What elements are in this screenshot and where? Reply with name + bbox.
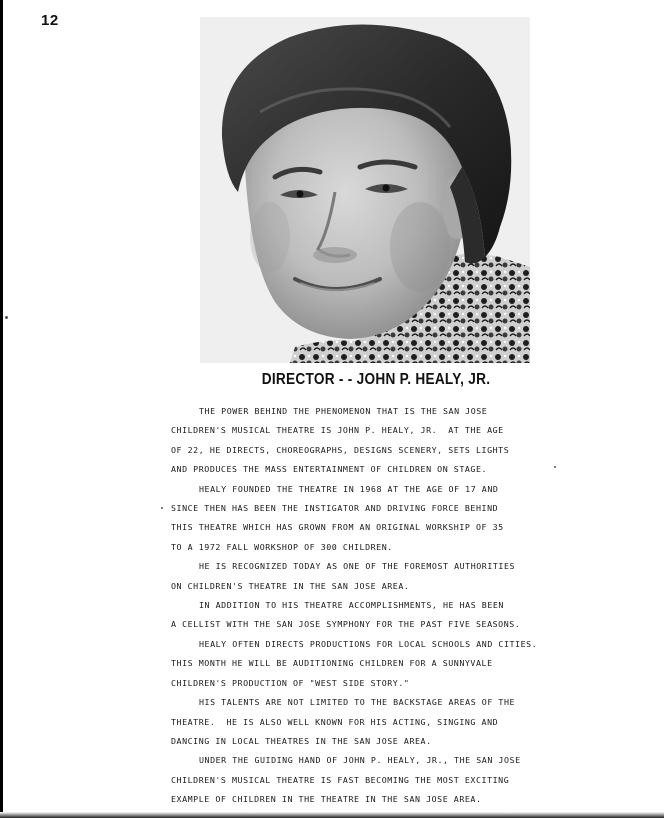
text-line: HE IS RECOGNIZED TODAY AS ONE OF THE FOREMOST AUTHORITIES <box>199 561 516 572</box>
text-line: CHILDREN'S MUSICAL THEATRE IS FAST BECOMING THE MOST EXCITING <box>171 774 510 785</box>
text-line: THIS THEATRE WHICH HAS GROWN FROM AN ORIGINAL WORKSHIP OF 35 <box>171 522 504 533</box>
page-number: 12 <box>41 12 59 29</box>
text-line: OF 22, HE DIRECTS, CHOREOGRAPHS, DESIGNS SCENERY, SETS LIGHTS <box>171 444 510 455</box>
text-line: CHILDREN'S PRODUCTION OF "WEST SIDE STORY." <box>171 677 410 688</box>
text-line: THE POWER BEHIND THE PHENOMENON THAT IS THE SAN JOSE <box>199 406 488 416</box>
portrait-photo <box>200 17 530 363</box>
text-line: TO A 1972 FALL WORKSHOP OF 300 CHILDREN. <box>171 541 393 552</box>
scan-bottom-edge <box>0 812 664 818</box>
text-line: IN ADDITION TO HIS THEATRE ACCOMPLISHMENTS, HE HAS BEEN <box>199 600 504 611</box>
scan-speck <box>161 507 163 509</box>
page-title: DIRECTOR - - JOHN P. HEALY, JR. <box>261 371 491 388</box>
text-line: HEALY OFTEN DIRECTS PRODUCTIONS FOR LOCAL SCHOOLS AND CITIES. <box>199 638 538 649</box>
scan-speck <box>5 316 8 319</box>
text-line: AND PRODUCES THE MASS ENTERTAINMENT OF CHILDREN ON STAGE. <box>171 464 488 475</box>
text-line: HIS TALENTS ARE NOT LIMITED TO THE BACKSTAGE AREAS OF THE <box>199 697 516 708</box>
text-line: DANCING IN LOCAL THEATRES IN THE SAN JOSE AREA. <box>171 735 432 746</box>
scan-speck <box>554 466 556 468</box>
text-line: EXAMPLE OF CHILDREN IN THE THEATRE IN THE SAN JOSE AREA. <box>171 794 482 805</box>
text-line: ON CHILDREN'S THEATRE IN THE SAN JOSE AREA. <box>171 580 410 591</box>
text-line: UNDER THE GUIDING HAND OF JOHN P. HEALY, JR., THE SAN JOSE <box>199 755 521 766</box>
portrait-illustration <box>200 17 530 363</box>
text-line: THEATRE. HE IS ALSO WELL KNOWN FOR HIS ACTING, SINGING AND <box>171 716 499 727</box>
text-line: HEALY FOUNDED THE THEATRE IN 1968 AT THE AGE OF 17 AND <box>199 483 499 494</box>
scan-edge <box>0 0 3 818</box>
text-line: A CELLIST WITH THE SAN JOSE SYMPHONY FOR THE PAST FIVE SEASONS. <box>171 619 521 630</box>
text-line: SINCE THEN HAS BEEN THE INSTIGATOR AND DRIVING FORCE BEHIND <box>171 503 499 514</box>
article-body <box>171 402 581 810</box>
text-line: THIS MONTH HE WILL BE AUDITIONING CHILDREN FOR A SUNNYVALE <box>171 658 493 669</box>
text-line: CHILDREN'S MUSICAL THEATRE IS JOHN P. HEALY, JR. AT THE AGE <box>171 425 504 436</box>
